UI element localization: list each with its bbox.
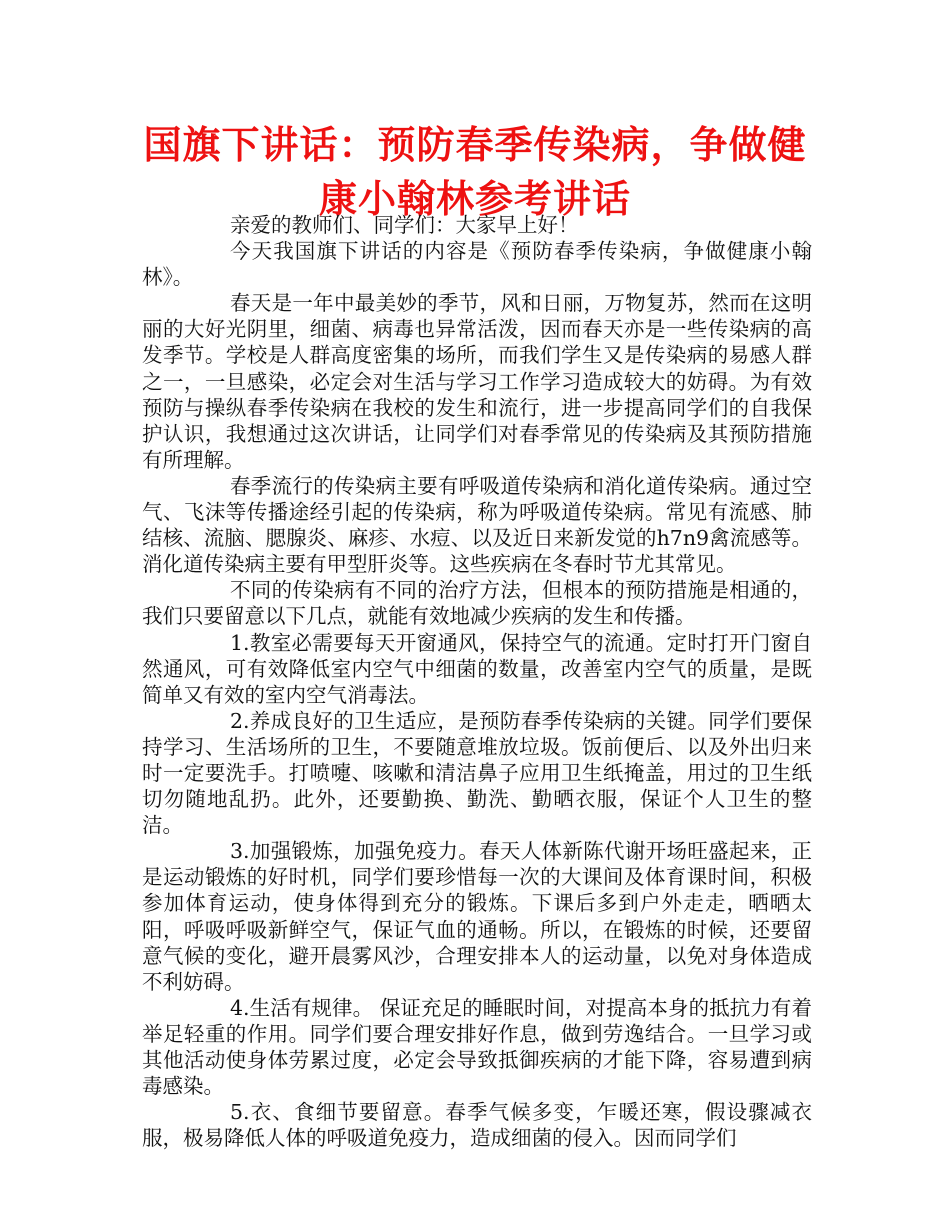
point-2-paragraph: 2.养成良好的卫生适应，是预防春季传染病的关键。同学们要保持学习、生活场所的卫生，不要随意堆放垃圾。饭前便后、以及外出归来时一定要洗手。打喷嚏、咳嗽和清洁鼻子应用卫生纸掩盖，用过的卫生纸切勿随地乱扔。此外，还要勤换、勤洗、勤晒衣服，保证个人卫生的整洁。 [142, 708, 812, 838]
prevention-intro-paragraph: 不同的传染病有不同的治疗方法，但根本的预防措施是相通的，我们只要留意以下几点，就能有效地减少疾病的发生和传播。 [142, 578, 812, 629]
point-4-paragraph: 4.生活有规律。 保证充足的睡眠时间，对提高本身的抵抗力有着举足轻重的作用。同学们要合理安排好作息，做到劳逸结合。一旦学习或其他活动使身体劳累过度，必定会导致抵御疾病的才能下降，容易遭到病毒感染。 [142, 995, 812, 1099]
topic-paragraph: 今天我国旗下讲话的内容是《预防春季传染病，争做健康小翰林》。 [142, 239, 812, 290]
document-body [142, 212, 812, 1151]
point-1-paragraph: 1.教室必需要每天开窗通风，保持空气的流通。定时打开门窗自然通风，可有效降低室内空气中细菌的数量，改善室内空气的质量，是既简单又有效的室内空气消毒法。 [142, 630, 812, 707]
greeting-paragraph: 亲爱的教师们、同学们：大家早上好！ [230, 213, 579, 237]
diseases-paragraph: 春季流行的传染病主要有呼吸道传染病和消化道传染病。通过空气、飞沫等传播途经引起的传染病，称为呼吸道传染病。常见有流感、肺结核、流脑、腮腺炎、麻疹、水痘、以及近日来新发觉的h7n9禽流感等。消化道传染病主要有甲型肝炎等。这些疾病在冬春时节尤其常见。 [142, 473, 812, 577]
document-title: 国旗下讲话：预防春季传染病，争做健康小翰林参考讲话 [143, 123, 807, 221]
point-5-paragraph: 5.衣、食细节要留意。春季气候多变，乍暖还寒，假设骤减衣服，极易降低人体的呼吸道免疫力，造成细菌的侵入。因而同学们 [142, 1100, 812, 1151]
spring-intro-paragraph: 春天是一年中最美妙的季节，风和日丽，万物复苏，然而在这明丽的大好光阴里，细菌、病毒也异常活泼，因而春天亦是一些传染病的高发季节。学校是人群高度密集的场所，而我们学生又是传染病的易感人群之一，一旦感染，必定会对生活与学习工作学习造成较大的妨碍。为有效预防与操纵春季传染病在我校的发生和流行，进一步提高同学们的自我保护认识，我想通过这次讲话，让同学们对春季常见的传染病及其预防措施有所理解。 [142, 291, 812, 472]
point-3-paragraph: 3.加强锻炼，加强免疫力。春天人体新陈代谢开场旺盛起来，正是运动锻炼的好时机，同学们要珍惜每一次的大课间及体育课时间，积极参加体育运动，使身体得到充分的锻炼。下课后多到户外走走，晒晒太阳，呼吸呼吸新鲜空气，保证气血的通畅。所以，在锻炼的时候，还要留意气候的变化，避开晨雾风沙，合理安排本人的运动量，以免对身体造成不利妨碍。 [142, 839, 812, 994]
